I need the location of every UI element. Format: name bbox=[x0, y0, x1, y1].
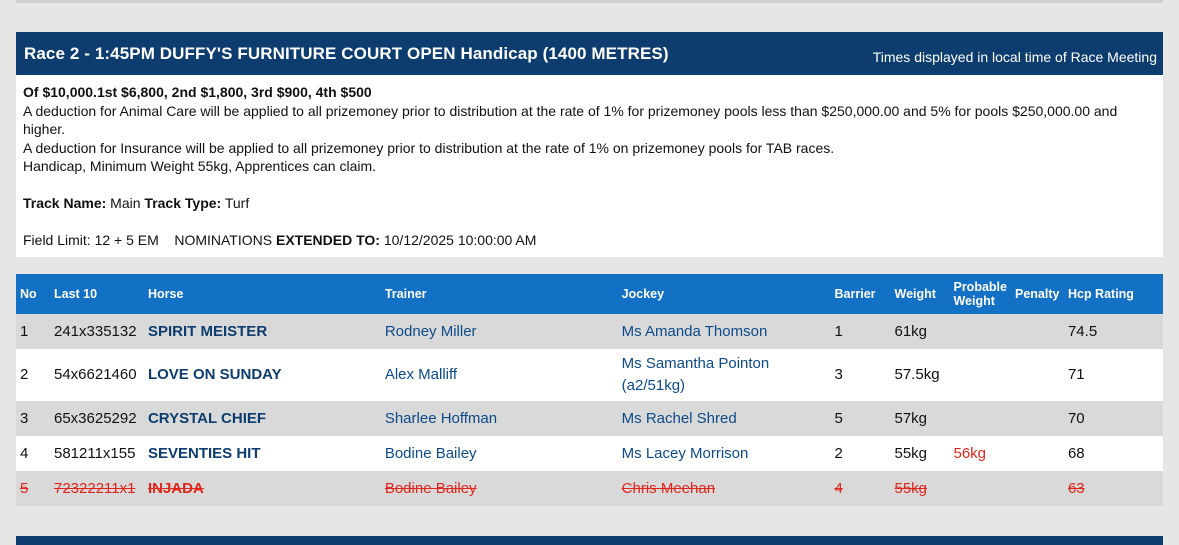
weight: 55kg bbox=[891, 436, 950, 471]
barrier: 3 bbox=[831, 349, 891, 401]
runner-number: 2 bbox=[16, 349, 50, 401]
trainer-cell bbox=[381, 314, 618, 349]
track-type-value: Turf bbox=[224, 195, 250, 211]
prizemoney-line: Of $10,000.1st $6,800, 2nd $1,800, 3rd $900, 4th $500 bbox=[23, 84, 372, 100]
horse-cell bbox=[144, 314, 381, 349]
jockey-cell bbox=[618, 471, 831, 506]
horse-cell bbox=[144, 471, 381, 506]
runner-number: 3 bbox=[16, 401, 50, 436]
trainer-cell bbox=[381, 349, 618, 401]
race-conditions: Handicap, Minimum Weight 55kg, Apprentices can claim. bbox=[23, 158, 377, 174]
col-header-penalty[interactable]: Penalty bbox=[1011, 274, 1064, 314]
barrier: 5 bbox=[831, 401, 891, 436]
jockey-link[interactable]: Ms Amanda Thomson bbox=[621, 322, 768, 340]
penalty bbox=[1011, 401, 1064, 436]
next-race-header-edge bbox=[16, 536, 1163, 545]
probable-weight bbox=[949, 314, 1011, 349]
weight: 61kg bbox=[891, 314, 950, 349]
probable-weight bbox=[949, 401, 1011, 436]
jockey-link[interactable]: Ms Samantha Pointon (a2/51kg) bbox=[621, 355, 770, 394]
horse-link[interactable]: SPIRIT MEISTER bbox=[147, 322, 268, 340]
jockey-cell bbox=[618, 436, 831, 471]
last-10-form: 65x3625292 bbox=[50, 401, 144, 436]
trainer-link[interactable]: Sharlee Hoffman bbox=[384, 409, 498, 427]
hcp-rating: 68 bbox=[1064, 436, 1163, 471]
horse-cell bbox=[144, 349, 381, 401]
horse-cell bbox=[144, 401, 381, 436]
probable-weight bbox=[949, 471, 1011, 506]
track-details bbox=[23, 194, 1156, 213]
table-header-row bbox=[16, 274, 1163, 314]
weight: 57kg bbox=[891, 401, 950, 436]
hcp-rating: 71 bbox=[1064, 349, 1163, 401]
col-header-jockey[interactable]: Jockey bbox=[618, 274, 831, 314]
extended-to-value: 10/12/2025 10:00:00 AM bbox=[383, 231, 537, 248]
nominations-table bbox=[16, 274, 1163, 506]
col-header-horse[interactable]: Horse bbox=[144, 274, 381, 314]
horse-link[interactable]: LOVE ON SUNDAY bbox=[147, 366, 282, 383]
trainer-link[interactable]: Bodine Bailey bbox=[384, 479, 477, 497]
track-type-label: Track Type: bbox=[144, 195, 222, 211]
race-info-panel bbox=[16, 75, 1163, 257]
runner-number: 4 bbox=[16, 436, 50, 471]
hcp-rating: 70 bbox=[1064, 401, 1163, 436]
barrier: 2 bbox=[831, 436, 891, 471]
trainer-link[interactable]: Bodine Bailey bbox=[384, 444, 477, 462]
table-row-scratched bbox=[16, 471, 1163, 506]
weight: 57.5kg bbox=[891, 349, 950, 401]
insurance-note: A deduction for Insurance will be applied to all prizemoney prior to distribution at the rate of 1% on prizemoney pools for TAB races. bbox=[23, 139, 835, 156]
table-row bbox=[16, 401, 1163, 436]
track-name-value: Main bbox=[110, 195, 141, 211]
col-header-hcp-rating[interactable]: Hcp Rating bbox=[1064, 274, 1163, 314]
track-name-label: Track Name: bbox=[23, 195, 107, 211]
horse-link[interactable]: CRYSTAL CHIEF bbox=[147, 409, 267, 427]
runner-number: 5 bbox=[16, 471, 50, 506]
table-row bbox=[16, 349, 1163, 401]
trainer-cell bbox=[381, 436, 618, 471]
jockey-cell bbox=[618, 401, 831, 436]
extended-to-label: EXTENDED TO: bbox=[275, 231, 380, 248]
last-10-form: 72322211x1 bbox=[50, 471, 144, 506]
col-header-barrier[interactable]: Barrier bbox=[831, 274, 891, 314]
jockey-cell bbox=[618, 314, 831, 349]
jockey-cell bbox=[618, 349, 831, 401]
penalty bbox=[1011, 349, 1064, 401]
trainer-cell bbox=[381, 401, 618, 436]
last-10-form: 581211x155 bbox=[50, 436, 144, 471]
table-row bbox=[16, 314, 1163, 349]
local-time-note: Times displayed in local time of Race Meeting bbox=[872, 48, 1157, 65]
race-title: Race 2 - 1:45PM DUFFY'S FURNITURE COURT OPEN Handicap (1400 METRES) bbox=[24, 43, 669, 63]
penalty bbox=[1011, 314, 1064, 349]
hcp-rating: 74.5 bbox=[1064, 314, 1163, 349]
probable-weight bbox=[949, 349, 1011, 401]
field-limit-line bbox=[23, 231, 1156, 250]
horse-link[interactable]: SEVENTIES HIT bbox=[147, 444, 261, 462]
col-header-trainer[interactable]: Trainer bbox=[381, 274, 618, 314]
penalty bbox=[1011, 436, 1064, 471]
runner-number: 1 bbox=[16, 314, 50, 349]
trainer-link[interactable]: Alex Malliff bbox=[384, 366, 458, 383]
col-header-last10[interactable]: Last 10 bbox=[50, 274, 144, 314]
jockey-link[interactable]: Ms Rachel Shred bbox=[621, 409, 737, 427]
col-header-weight[interactable]: Weight bbox=[891, 274, 950, 314]
trainer-link[interactable]: Rodney Miller bbox=[384, 322, 477, 340]
last-10-form: 54x6621460 bbox=[50, 349, 144, 401]
penalty bbox=[1011, 471, 1064, 506]
trainer-cell bbox=[381, 471, 618, 506]
previous-race-panel-edge bbox=[16, 0, 1163, 3]
jockey-link[interactable]: Ms Lacey Morrison bbox=[621, 444, 749, 462]
table-row bbox=[16, 436, 1163, 471]
col-header-probable-weight[interactable]: Probable Weight bbox=[949, 274, 1011, 314]
probable-weight: 56kg bbox=[949, 436, 1011, 471]
horse-cell bbox=[144, 436, 381, 471]
barrier: 4 bbox=[831, 471, 891, 506]
barrier: 1 bbox=[831, 314, 891, 349]
race-header bbox=[16, 32, 1163, 75]
hcp-rating: 63 bbox=[1064, 471, 1163, 506]
field-limit: Field Limit: 12 + 5 EM bbox=[23, 231, 159, 248]
jockey-link[interactable]: Chris Meehan bbox=[621, 479, 716, 497]
col-header-no[interactable]: No bbox=[16, 274, 50, 314]
horse-link[interactable]: INJADA bbox=[147, 479, 204, 497]
nominations-label: NOMINATIONS bbox=[174, 231, 273, 248]
animal-care-note: A deduction for Animal Care will be applied to all prizemoney prior to distribution at the rate of 1% for prizemoney pools less than $250,000.00 and 5% for pools $250,000.00 and higher. bbox=[23, 102, 1118, 137]
last-10-form: 241x335132 bbox=[50, 314, 144, 349]
weight: 55kg bbox=[891, 471, 950, 506]
